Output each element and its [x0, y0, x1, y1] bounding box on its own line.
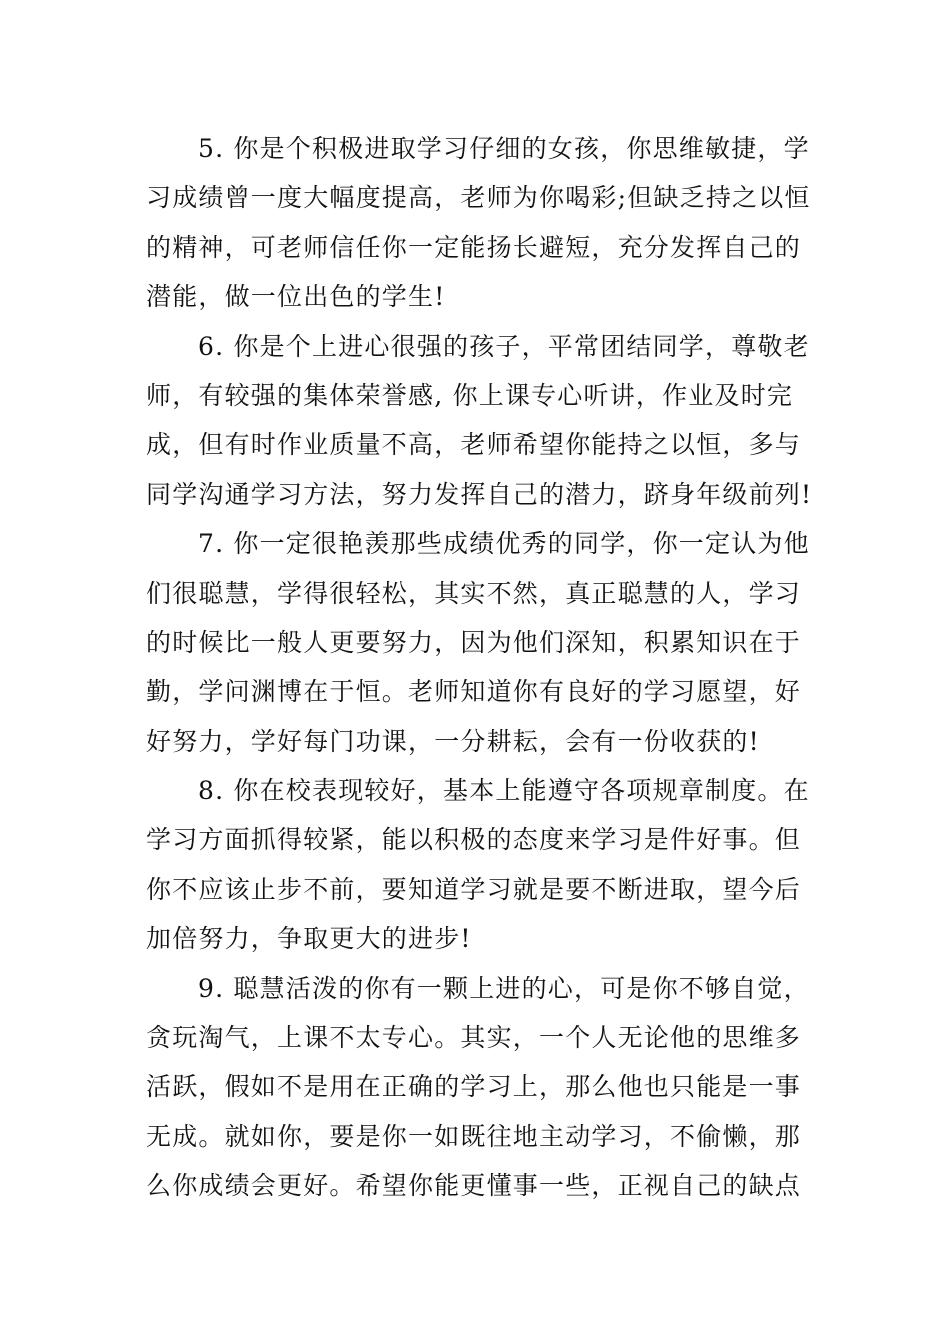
paragraph-9-line-5: 么你成绩会更好。希望你能更懂事一些，正视自己的缺点 — [146, 1171, 802, 1201]
paragraph-6-line-3: 成，但有时作业质量不高，老师希望你能持之以恒，多与 — [146, 430, 802, 460]
paragraph-6-line-2: 师，有较强的集体荣誉感, 你上课专心听讲，作业及时完 — [146, 380, 794, 410]
paragraph-6-line-1: 6. 你是个上进心很强的孩子，平常团结同学，尊敬老 — [198, 331, 810, 361]
paragraph-7-line-1: 7. 你一定很艳羡那些成绩优秀的同学，你一定认为他 — [198, 529, 810, 559]
paragraph-8-line-4: 加倍努力，争取更大的进步! — [146, 924, 472, 954]
paragraph-5-line-4: 潜能，做一位出色的学生! — [146, 282, 446, 312]
paragraph-9-line-4: 无成。就如你，要是你一如既往地主动学习，不偷懒，那 — [146, 1121, 802, 1151]
paragraph-5-line-2: 习成绩曾一度大幅度提高，老师为你喝彩;但缺乏持之以恒 — [146, 183, 811, 213]
paragraph-8-line-2: 学习方面抓得较紧，能以积极的态度来学习是件好事。但 — [146, 825, 802, 855]
paragraph-7-line-3: 的时候比一般人更要努力，因为他们深知，积累知识在于 — [146, 627, 802, 657]
paragraph-9-line-1: 9. 聪慧活泼的你有一颗上进的心，可是你不够自觉， — [198, 973, 810, 1003]
paragraph-9-line-3: 活跃，假如不是用在正确的学习上，那么他也只能是一事 — [146, 1072, 802, 1102]
paragraph-7-line-5: 好努力，学好每门功课，一分耕耘，会有一份收获的! — [146, 726, 760, 756]
paragraph-7-line-4: 勤，学问渊博在于恒。老师知道你有良好的学习愿望，好 — [146, 677, 802, 707]
paragraph-8-line-3: 你不应该止步不前，要知道学习就是要不断进取，望今后 — [146, 874, 802, 904]
paragraph-9-line-2: 贪玩淘气，上课不太专心。其实，一个人无论他的思维多 — [146, 1023, 802, 1053]
paragraph-6-line-4: 同学沟通学习方法，努力发挥自己的潜力，跻身年级前列! — [146, 479, 813, 509]
paragraph-5-line-3: 的精神，可老师信任你一定能扬长避短，充分发挥自己的 — [146, 232, 802, 262]
paragraph-5-line-1: 5. 你是个积极进取学习仔细的女孩，你思维敏捷，学 — [198, 134, 810, 163]
paragraph-7-line-2: 们很聪慧，学得很轻松，其实不然，真正聪慧的人，学习 — [146, 578, 802, 608]
paragraph-8-line-1: 8. 你在校表现较好，基本上能遵守各项规章制度。在 — [198, 776, 810, 806]
body-text — [146, 124, 813, 1211]
